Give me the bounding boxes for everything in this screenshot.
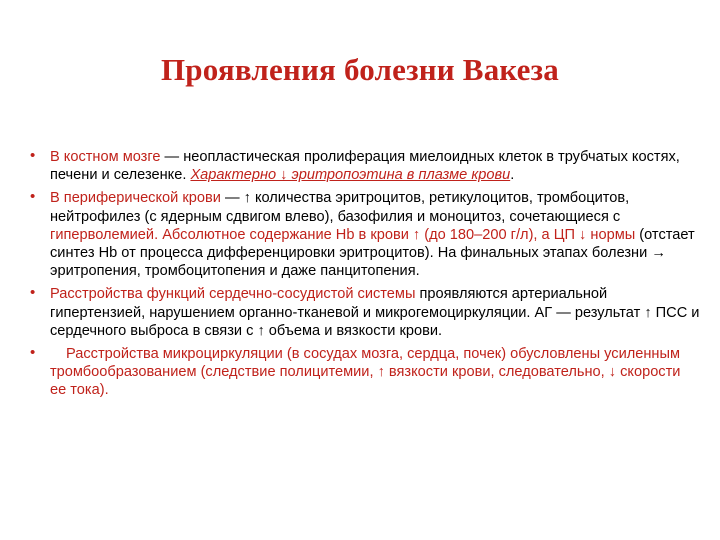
bullet-icon: • (30, 284, 36, 302)
list-item (28, 345, 700, 400)
bullet-icon: • (30, 147, 36, 164)
slide-title: Проявления болезни Вакеза (160, 52, 559, 87)
item-heading: В костном мозге (50, 149, 161, 165)
item-heading: Расстройства микроциркуляции (в сосудах мозга, сердца, почек) обусловлены усиленным тромбообразованием (следствие полицитемии, ↑ вязкости крови, следовательно, ↓ скорости ее тока). (50, 346, 681, 399)
bullet-icon: • (30, 188, 36, 206)
item-text: — неопластическая пролиферация миелоидных клеток в трубчатых костях, печени и селезенке. (50, 149, 680, 184)
item-emphasis: Характерно ↓ эритропоэтина в плазме крови (190, 167, 511, 184)
item-text: проявляются артериальной гипертензией, нарушением органно-тканевой и микрогемоциркуляции. АГ — результат ↑ ПСС и сердечного выброса в связи с ↑ объема и вязкости крови. (50, 286, 700, 339)
list-item (28, 189, 700, 280)
item-heading: В периферической крови (50, 190, 221, 207)
item-highlight: гиперволемией. Абсолютное содержание Hb в крови ↑ (до 180–200 г/л), а ЦП ↓ нормы (50, 226, 636, 243)
item-text: — ↑ количества эритроцитов, ретикулоцитов, тромбоцитов, нейтрофилез (с ядерным сдвигом влево), базофилия и моноцитоз, сочетающиеся с (50, 190, 630, 225)
bullet-list (28, 148, 700, 405)
list-item (28, 285, 700, 340)
bullet-icon: • (30, 344, 36, 362)
item-text-end: . (510, 167, 515, 184)
item-heading: Расстройства функций сердечно-сосудистой системы (50, 286, 416, 303)
item-text-end: (отстает синтез Hb от процесса дифференцировки эритроцитов). На финальных этапах болезни → эритропения, тромбоцитопения и даже панцитопения. (50, 226, 695, 280)
list-item (28, 148, 700, 184)
